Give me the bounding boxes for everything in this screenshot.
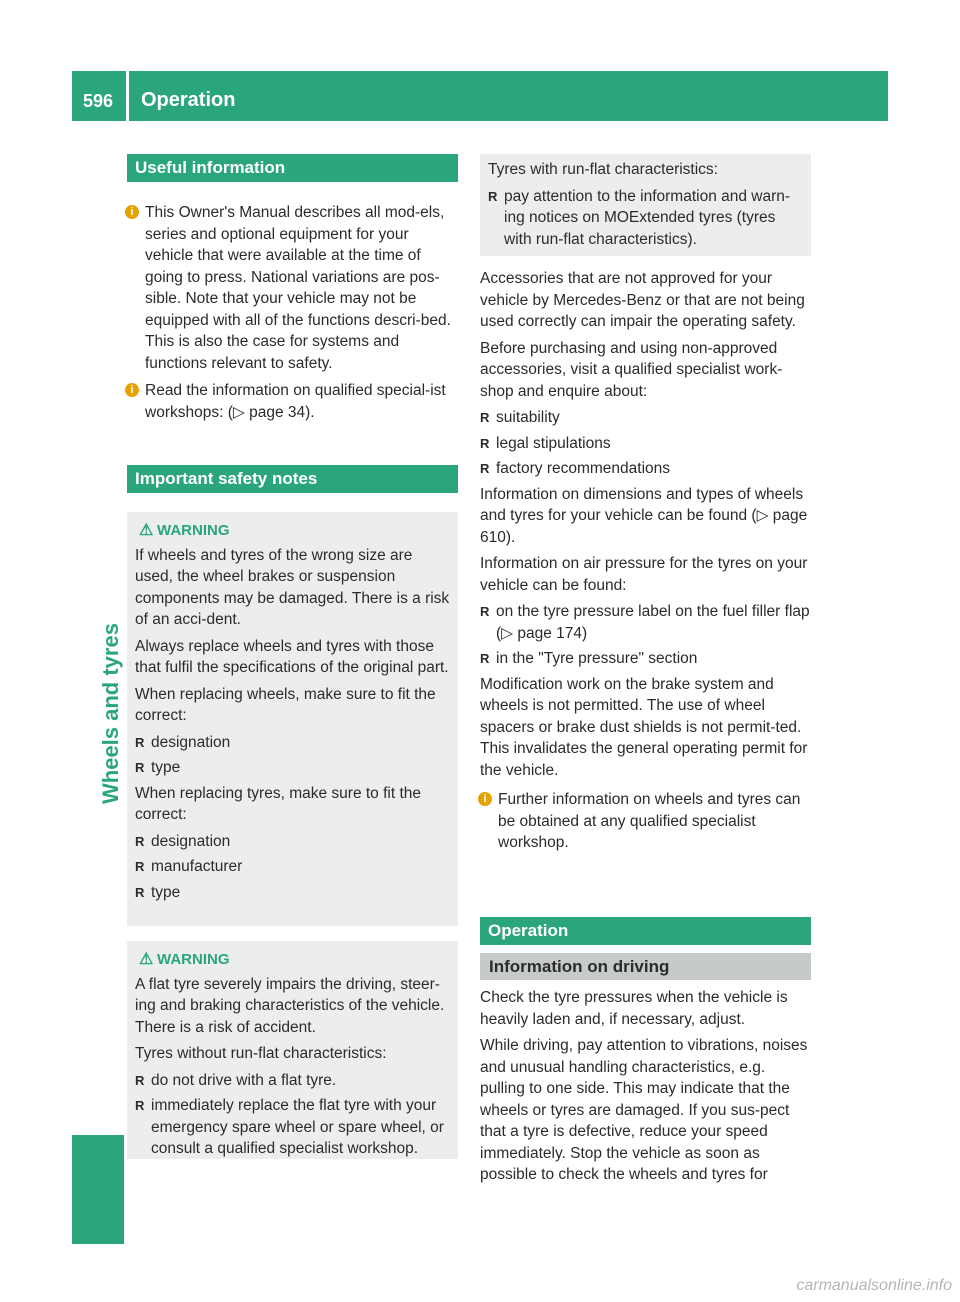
bullet-icon: R <box>135 1072 145 1088</box>
driving-heading: Information on driving <box>480 953 811 980</box>
warning-paragraph: If wheels and tyres of the wrong size are used, the wheel brakes or suspension components may be damaged. There is a risk of an acci-dent. <box>135 546 450 628</box>
useful-info-heading: Useful information <box>127 154 458 182</box>
list-item: R manufacturer <box>135 856 450 878</box>
bullet-icon: R <box>480 604 490 619</box>
section-title: Operation <box>141 89 236 111</box>
header-separator <box>126 71 129 121</box>
paragraph: Before purchasing and using non-approved accessories, visit a qualified specialist work-shop and enquire about: <box>480 339 783 400</box>
side-tab-block <box>72 1135 124 1244</box>
bullet-icon: R <box>480 461 490 476</box>
bullet-icon: R <box>135 760 145 775</box>
warning-paragraph: A flat tyre severely impairs the driving, steer-ing and braking characteristics of the vehicle. There is a risk of accident. <box>135 975 445 1036</box>
info-icon: i <box>125 205 139 219</box>
left-column <box>127 154 458 429</box>
side-tab-label: Wheels and tyres <box>98 623 123 804</box>
bullet-icon: R <box>480 651 490 666</box>
list-item: R type <box>135 757 450 779</box>
warning-paragraph: When replacing tyres, make sure to fit the correct: <box>135 784 422 823</box>
safety-section <box>127 465 458 493</box>
list-item: R legal stipulations <box>480 433 811 455</box>
paragraph: Modification work on the brake system and wheels is not permitted. The use of wheel spacers or brake dust shields is not permit-ted. This invalidates the general operating permit for the vehicle. <box>480 675 808 779</box>
page-header <box>72 71 888 121</box>
warning-box-1 <box>127 512 458 926</box>
watermark: carmanualsonline.info <box>796 1277 952 1294</box>
warning-label: ⚠ WARNING <box>135 520 450 542</box>
info-icon: i <box>478 792 492 806</box>
warning-triangle-icon: ⚠ <box>139 522 154 539</box>
list-item: R factory recommendations <box>480 458 811 480</box>
operation-heading: Operation <box>480 917 811 945</box>
paragraph: Information on air pressure for the tyres on your vehicle can be found: <box>480 555 808 594</box>
warning-paragraph: Tyres without run-flat characteristics: <box>135 1045 387 1062</box>
bullet-icon: R <box>488 188 498 204</box>
warning-paragraph: When replacing wheels, make sure to fit the correct: <box>135 685 436 724</box>
safety-heading: Important safety notes <box>127 465 458 493</box>
right-column <box>480 268 811 860</box>
list-item: R do not drive with a flat tyre. <box>135 1070 450 1092</box>
page-number: 596 <box>83 91 114 111</box>
bullet-icon: R <box>135 1098 145 1113</box>
list-item: R designation <box>135 732 450 754</box>
side-tab <box>72 121 124 821</box>
list-item: R on the tyre pressure label on the fuel filler flap (▷ page 174) <box>480 603 810 642</box>
box-paragraph: Tyres with run-flat characteristics: <box>488 161 718 178</box>
list-item: R immediately replace the flat tyre with your emergency spare wheel or spare wheel, or consult a qualified specialist workshop. <box>135 1097 444 1157</box>
warning-triangle-icon: ⚠ <box>139 951 154 968</box>
operation-section <box>480 917 811 1191</box>
bullet-icon: R <box>135 884 145 900</box>
bullet-icon: R <box>480 435 490 451</box>
bullet-icon: R <box>135 833 145 849</box>
paragraph: Check the tyre pressures when the vehicle is heavily laden and, if necessary, adjust. <box>480 989 788 1028</box>
list-item: R type <box>135 882 450 904</box>
warning-box-2 <box>127 941 458 1159</box>
warning-paragraph: Always replace wheels and tyres with those that fulfil the specifications of the original part. <box>135 637 449 676</box>
paragraph: Accessories that are not approved for your vehicle by Mercedes-Benz or that are not being used correctly can impair the operating safety. <box>480 270 805 330</box>
list-item: R in the "Tyre pressure" section <box>480 648 811 670</box>
list-item: R designation <box>135 831 450 853</box>
bullet-icon: R <box>135 734 145 750</box>
info-icon: i <box>125 383 139 397</box>
warning-label: ⚠ WARNING <box>135 949 450 971</box>
info-note-1: i This Owner's Manual describes all mod-els, series and optional equipment for your vehicle that were available at the time of going to press. National variations are pos-sible. Note that your vehicle may not be equipped with all of the functions descri-bed. This is also the case for systems and functions relevant to safety. <box>127 202 458 374</box>
paragraph: Information on dimensions and types of wheels and tyres for your vehicle can be found (▷ page 610). <box>480 485 808 546</box>
list-item: R pay attention to the information and warn-ing notices on MOExtended tyres (tyres with run-flat characteristics). <box>488 187 791 248</box>
bullet-icon: R <box>135 859 145 874</box>
info-note-2: i Read the information on qualified special-ist workshops: (▷ page 34). <box>127 380 458 423</box>
info-note: i Further information on wheels and tyres can be obtained at any qualified specialist workshop. <box>480 789 811 854</box>
warning-box-continued <box>480 154 811 256</box>
bullet-icon: R <box>480 410 490 425</box>
list-item: R suitability <box>480 407 811 429</box>
paragraph: While driving, pay attention to vibrations, noises and unusual handling characteristics, e.g. pulling to one side. This may indicate that the wheels or tyres are damaged. If you sus-pect that a tyre is defective, reduce your speed immediately. Stop the vehicle as soon as possible to check the wheels and tyres for <box>480 1037 808 1183</box>
